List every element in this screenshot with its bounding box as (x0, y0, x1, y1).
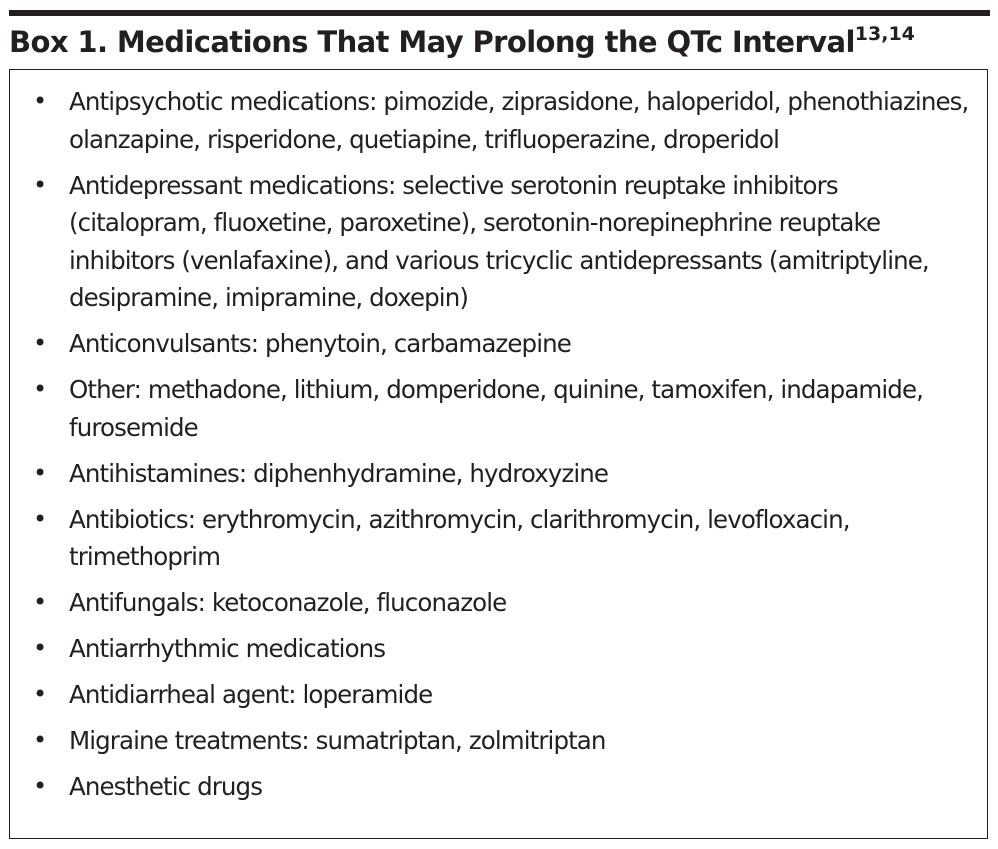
box-frame (9, 69, 988, 839)
bullet-icon: • (33, 458, 48, 487)
list-item-text: Other: methadone, lithium, domperidone, quinine, tamoxifen, indapamide, furosemide (69, 375, 924, 442)
list-item-antibiotics (10, 501, 969, 576)
box-title-text: Box 1. Medications That May Prolong the QTc Interval (9, 25, 855, 59)
list-item-text: Migraine treatments: sumatriptan, zolmitriptan (69, 726, 606, 755)
list-item-text: Antihistamines: diphenhydramine, hydroxyzine (69, 458, 609, 488)
box-title (9, 22, 915, 62)
bullet-icon: • (33, 680, 48, 708)
citation-superscript: 13,14 (854, 23, 915, 45)
list-item-text: Antipsychotic medications: pimozide, ziprasidone, haloperidol, phenothiazines, olanzapine, risperidone, quetiapine, trifluoperazine, droperidol (69, 87, 969, 154)
list-item-text: Antifungals: ketoconazole, fluconazole (69, 588, 507, 617)
list-item-antipsychotics (10, 83, 969, 158)
top-rule (9, 10, 990, 16)
list-item-text: Anticonvulsants: phenytoin, carbamazepine (69, 329, 571, 358)
bullet-icon: • (33, 87, 48, 115)
bullet-icon: • (33, 375, 48, 403)
list-item-other (10, 371, 969, 446)
bullet-icon: • (33, 170, 48, 199)
bullet-icon: • (33, 634, 48, 662)
medication-list (10, 83, 969, 814)
list-item-antifungals (10, 584, 969, 622)
bullet-icon: • (33, 504, 48, 533)
bullet-icon: • (33, 588, 48, 616)
list-item-anesthetics (10, 768, 969, 806)
list-item-antiarrhythmics (10, 630, 969, 668)
list-item-text: Anesthetic drugs (69, 772, 263, 801)
bullet-icon: • (33, 329, 48, 357)
list-item-migraine (10, 722, 969, 760)
bullet-icon: • (33, 772, 48, 800)
list-item-text: Antidiarrheal agent: loperamide (69, 680, 433, 709)
list-item-text: Antiarrhythmic medications (69, 634, 386, 663)
list-item-antidiarrheal (10, 676, 969, 714)
list-item-antidepressants (10, 167, 969, 317)
list-item-text: Antibiotics: erythromycin, azithromycin, clarithromycin, levofloxacin, trimethoprim (69, 504, 850, 571)
list-item-text: Antidepressant medications: selective serotonin reuptake inhibitors (citalopram, fluoxetine, paroxetine), serotonin-norepinephrine reuptake inhibitors (venlafaxine), and various tricyclic antidepressants (amitriptyline, desipramine, imipramine, doxepin) (69, 170, 929, 312)
list-item-anticonvulsants (10, 325, 969, 363)
list-item-antihistamines (10, 455, 969, 493)
bullet-icon: • (33, 726, 48, 754)
